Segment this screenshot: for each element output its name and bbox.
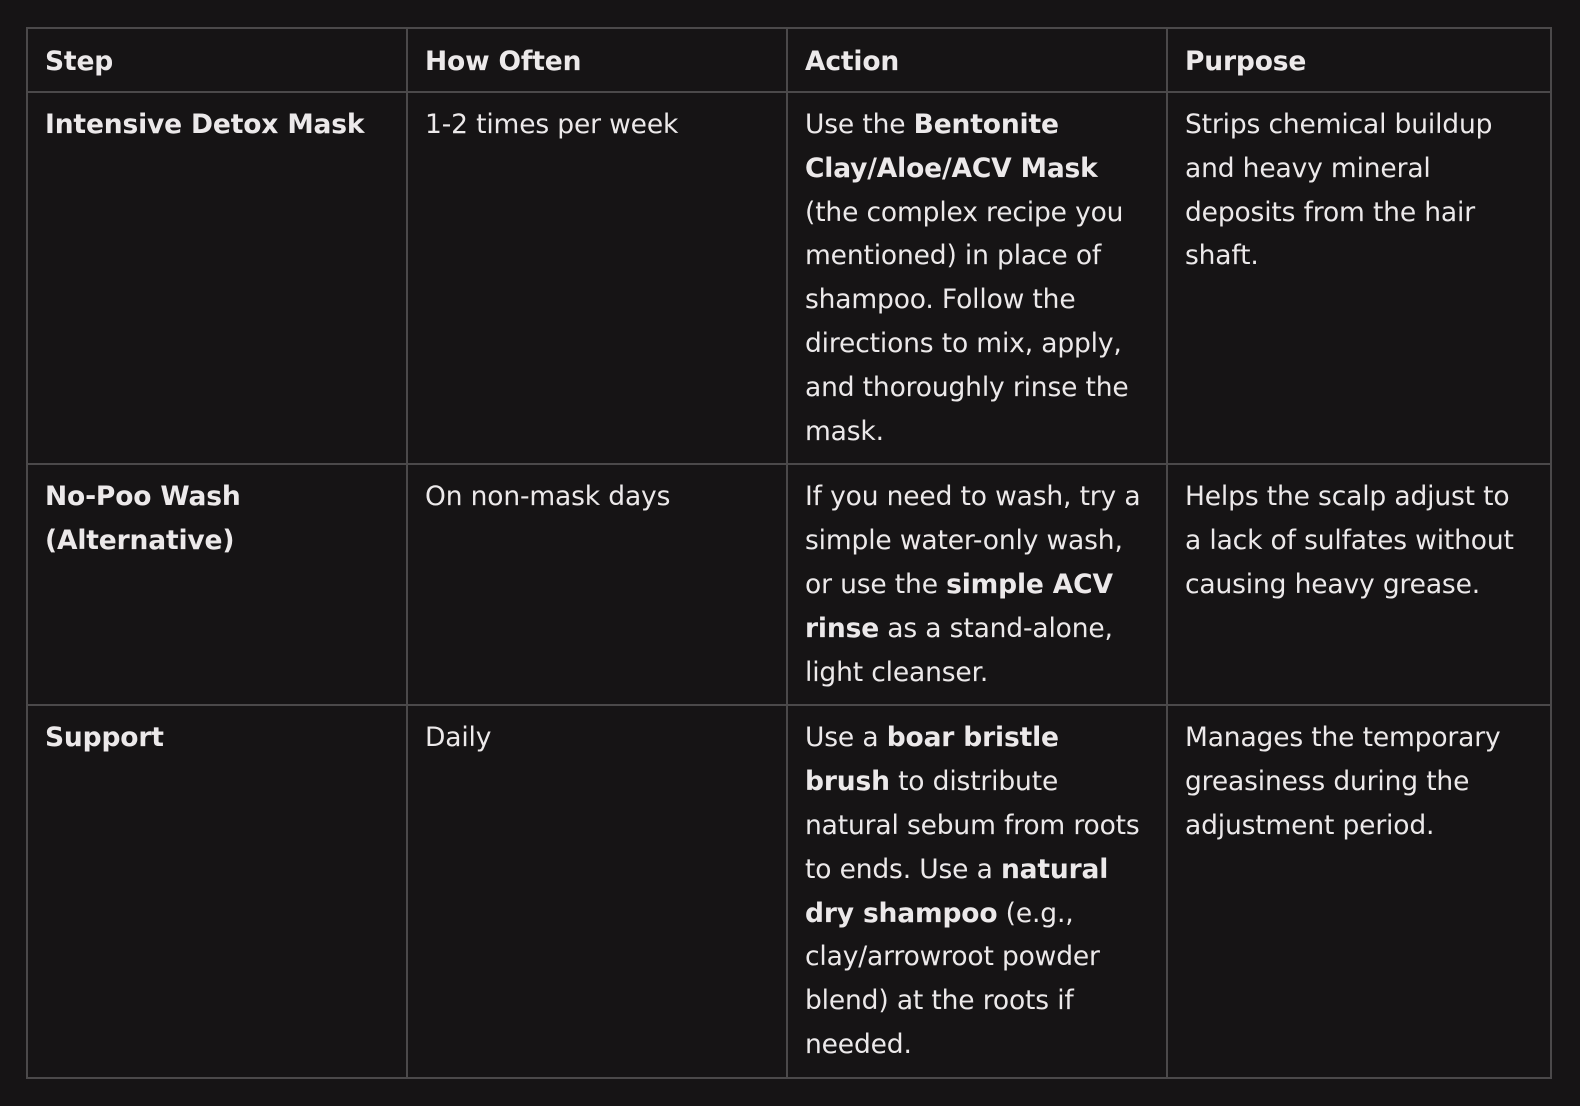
cell-how-often: On non-mask days: [407, 464, 787, 705]
table-row: [27, 464, 1551, 705]
cell-action: [787, 464, 1167, 705]
header-action: Action: [787, 28, 1167, 92]
cell-action: [787, 92, 1167, 464]
action-text: Use a: [805, 722, 887, 754]
table-row: [27, 705, 1551, 1077]
action-emphasis: simple ACV rinse: [805, 568, 1113, 644]
action-emphasis: Bentonite Clay/Aloe/ACV Mask: [805, 109, 1098, 184]
cell-step: Intensive Detox Mask: [27, 92, 407, 464]
action-emphasis: boar bristle brush: [805, 722, 1059, 798]
cell-step: No-Poo Wash (Alternative): [27, 464, 407, 705]
action-text: Use the: [805, 109, 914, 140]
cell-purpose: Strips chemical buildup and heavy mineral deposits from the hair shaft.: [1167, 92, 1551, 464]
cell-purpose: Manages the temporary greasiness during the adjustment period.: [1167, 705, 1551, 1077]
action-emphasis: natural dry shampoo: [805, 853, 1109, 929]
action-text: (the complex recipe you mentioned) in place of shampoo. Follow the directions to mix, apply, and thoroughly rinse the mask.: [805, 196, 1129, 447]
routine-table-container: [26, 27, 1550, 1079]
header-row: [27, 28, 1551, 92]
cell-how-often: Daily: [407, 705, 787, 1077]
cell-purpose: Helps the scalp adjust to a lack of sulfates without causing heavy grease.: [1167, 464, 1551, 705]
cell-step: Support: [27, 705, 407, 1077]
table-header: [27, 28, 1551, 92]
table-row: [27, 92, 1551, 464]
action-text: to distribute natural sebum from roots to ends. Use a: [805, 766, 1140, 885]
action-text: (e.g., clay/arrowroot powder blend) at the roots if needed.: [805, 897, 1100, 1060]
routine-table: [26, 27, 1552, 1079]
header-how-often: How Often: [407, 28, 787, 92]
cell-action: [787, 705, 1167, 1077]
header-purpose: Purpose: [1167, 28, 1551, 92]
cell-how-often: 1-2 times per week: [407, 92, 787, 464]
action-text: If you need to wash, try a simple water-only wash, or use the: [805, 481, 1141, 600]
action-text: as a stand-alone, light cleanser.: [805, 612, 1113, 688]
table-body: [27, 92, 1551, 1078]
header-step: Step: [27, 28, 407, 92]
